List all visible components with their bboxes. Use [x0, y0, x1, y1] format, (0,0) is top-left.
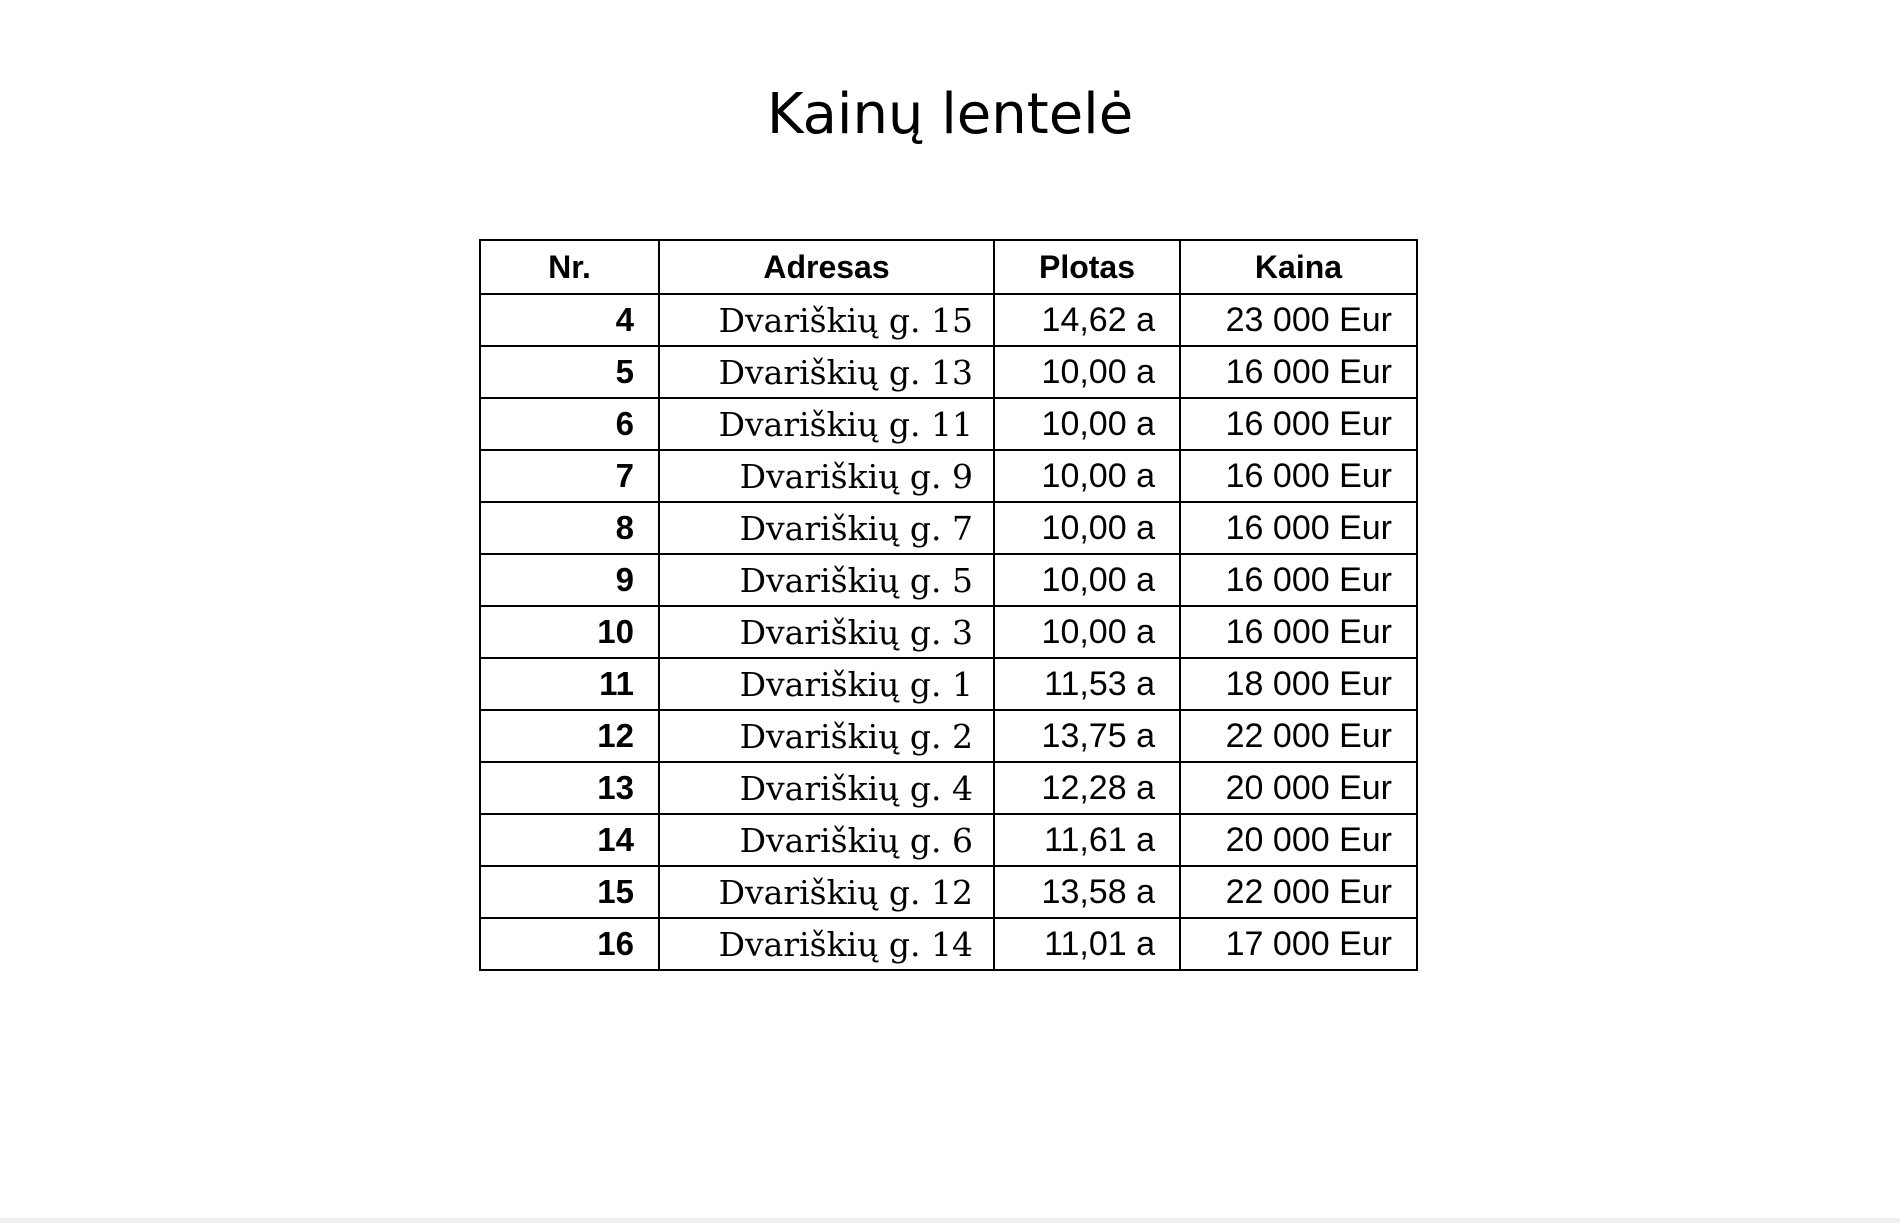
cell-area: 13,75 a: [994, 710, 1180, 762]
cell-price: 16 000 Eur: [1180, 502, 1417, 554]
cell-area: 10,00 a: [994, 502, 1180, 554]
cell-address: Dvariškių g. 2: [659, 710, 994, 762]
cell-address: Dvariškių g. 5: [659, 554, 994, 606]
cell-price: 23 000 Eur: [1180, 294, 1417, 346]
table-row: [480, 814, 1417, 866]
cell-price: 22 000 Eur: [1180, 710, 1417, 762]
cell-price: 16 000 Eur: [1180, 554, 1417, 606]
table-header: [480, 240, 1417, 294]
header-nr: Nr.: [480, 240, 659, 294]
cell-address: Dvariškių g. 1: [659, 658, 994, 710]
cell-area: 10,00 a: [994, 450, 1180, 502]
cell-nr: 8: [480, 502, 659, 554]
header-row: [480, 240, 1417, 294]
cell-area: 10,00 a: [994, 398, 1180, 450]
cell-price: 17 000 Eur: [1180, 918, 1417, 970]
cell-nr: 12: [480, 710, 659, 762]
cell-price: 16 000 Eur: [1180, 346, 1417, 398]
cell-address: Dvariškių g. 6: [659, 814, 994, 866]
cell-price: 16 000 Eur: [1180, 398, 1417, 450]
table-row: [480, 450, 1417, 502]
table-row: [480, 398, 1417, 450]
page-title: Kainų lentelė: [766, 82, 1134, 147]
table-row: [480, 294, 1417, 346]
cell-nr: 15: [480, 866, 659, 918]
cell-address: Dvariškių g. 4: [659, 762, 994, 814]
table-row: [480, 554, 1417, 606]
cell-price: 20 000 Eur: [1180, 762, 1417, 814]
table-row: [480, 918, 1417, 970]
table-row: [480, 762, 1417, 814]
cell-price: 20 000 Eur: [1180, 814, 1417, 866]
cell-nr: 16: [480, 918, 659, 970]
cell-nr: 5: [480, 346, 659, 398]
cell-nr: 13: [480, 762, 659, 814]
header-area: Plotas: [994, 240, 1180, 294]
cell-area: 12,28 a: [994, 762, 1180, 814]
cell-address: Dvariškių g. 7: [659, 502, 994, 554]
cell-price: 16 000 Eur: [1180, 450, 1417, 502]
header-price: Kaina: [1180, 240, 1417, 294]
cell-price: 22 000 Eur: [1180, 866, 1417, 918]
cell-area: 11,53 a: [994, 658, 1180, 710]
table-body: [480, 294, 1417, 970]
cell-nr: 11: [480, 658, 659, 710]
cell-address: Dvariškių g. 9: [659, 450, 994, 502]
cell-area: 10,00 a: [994, 346, 1180, 398]
cell-address: Dvariškių g. 15: [659, 294, 994, 346]
cell-address: Dvariškių g. 12: [659, 866, 994, 918]
cell-area: 13,58 a: [994, 866, 1180, 918]
cell-address: Dvariškių g. 14: [659, 918, 994, 970]
cell-price: 16 000 Eur: [1180, 606, 1417, 658]
header-address: Adresas: [659, 240, 994, 294]
table-row: [480, 502, 1417, 554]
cell-area: 11,61 a: [994, 814, 1180, 866]
cell-price: 18 000 Eur: [1180, 658, 1417, 710]
cell-address: Dvariškių g. 11: [659, 398, 994, 450]
table-row: [480, 658, 1417, 710]
cell-area: 10,00 a: [994, 554, 1180, 606]
cell-area: 11,01 a: [994, 918, 1180, 970]
cell-nr: 9: [480, 554, 659, 606]
cell-nr: 6: [480, 398, 659, 450]
table-row: [480, 710, 1417, 762]
cell-nr: 14: [480, 814, 659, 866]
table-row: [480, 606, 1417, 658]
cell-area: 14,62 a: [994, 294, 1180, 346]
price-table: [479, 239, 1418, 971]
cell-address: Dvariškių g. 13: [659, 346, 994, 398]
bottom-strip: [0, 1218, 1900, 1223]
cell-nr: 7: [480, 450, 659, 502]
cell-nr: 4: [480, 294, 659, 346]
cell-nr: 10: [480, 606, 659, 658]
cell-area: 10,00 a: [994, 606, 1180, 658]
cell-address: Dvariškių g. 3: [659, 606, 994, 658]
table-row: [480, 346, 1417, 398]
table-row: [480, 866, 1417, 918]
